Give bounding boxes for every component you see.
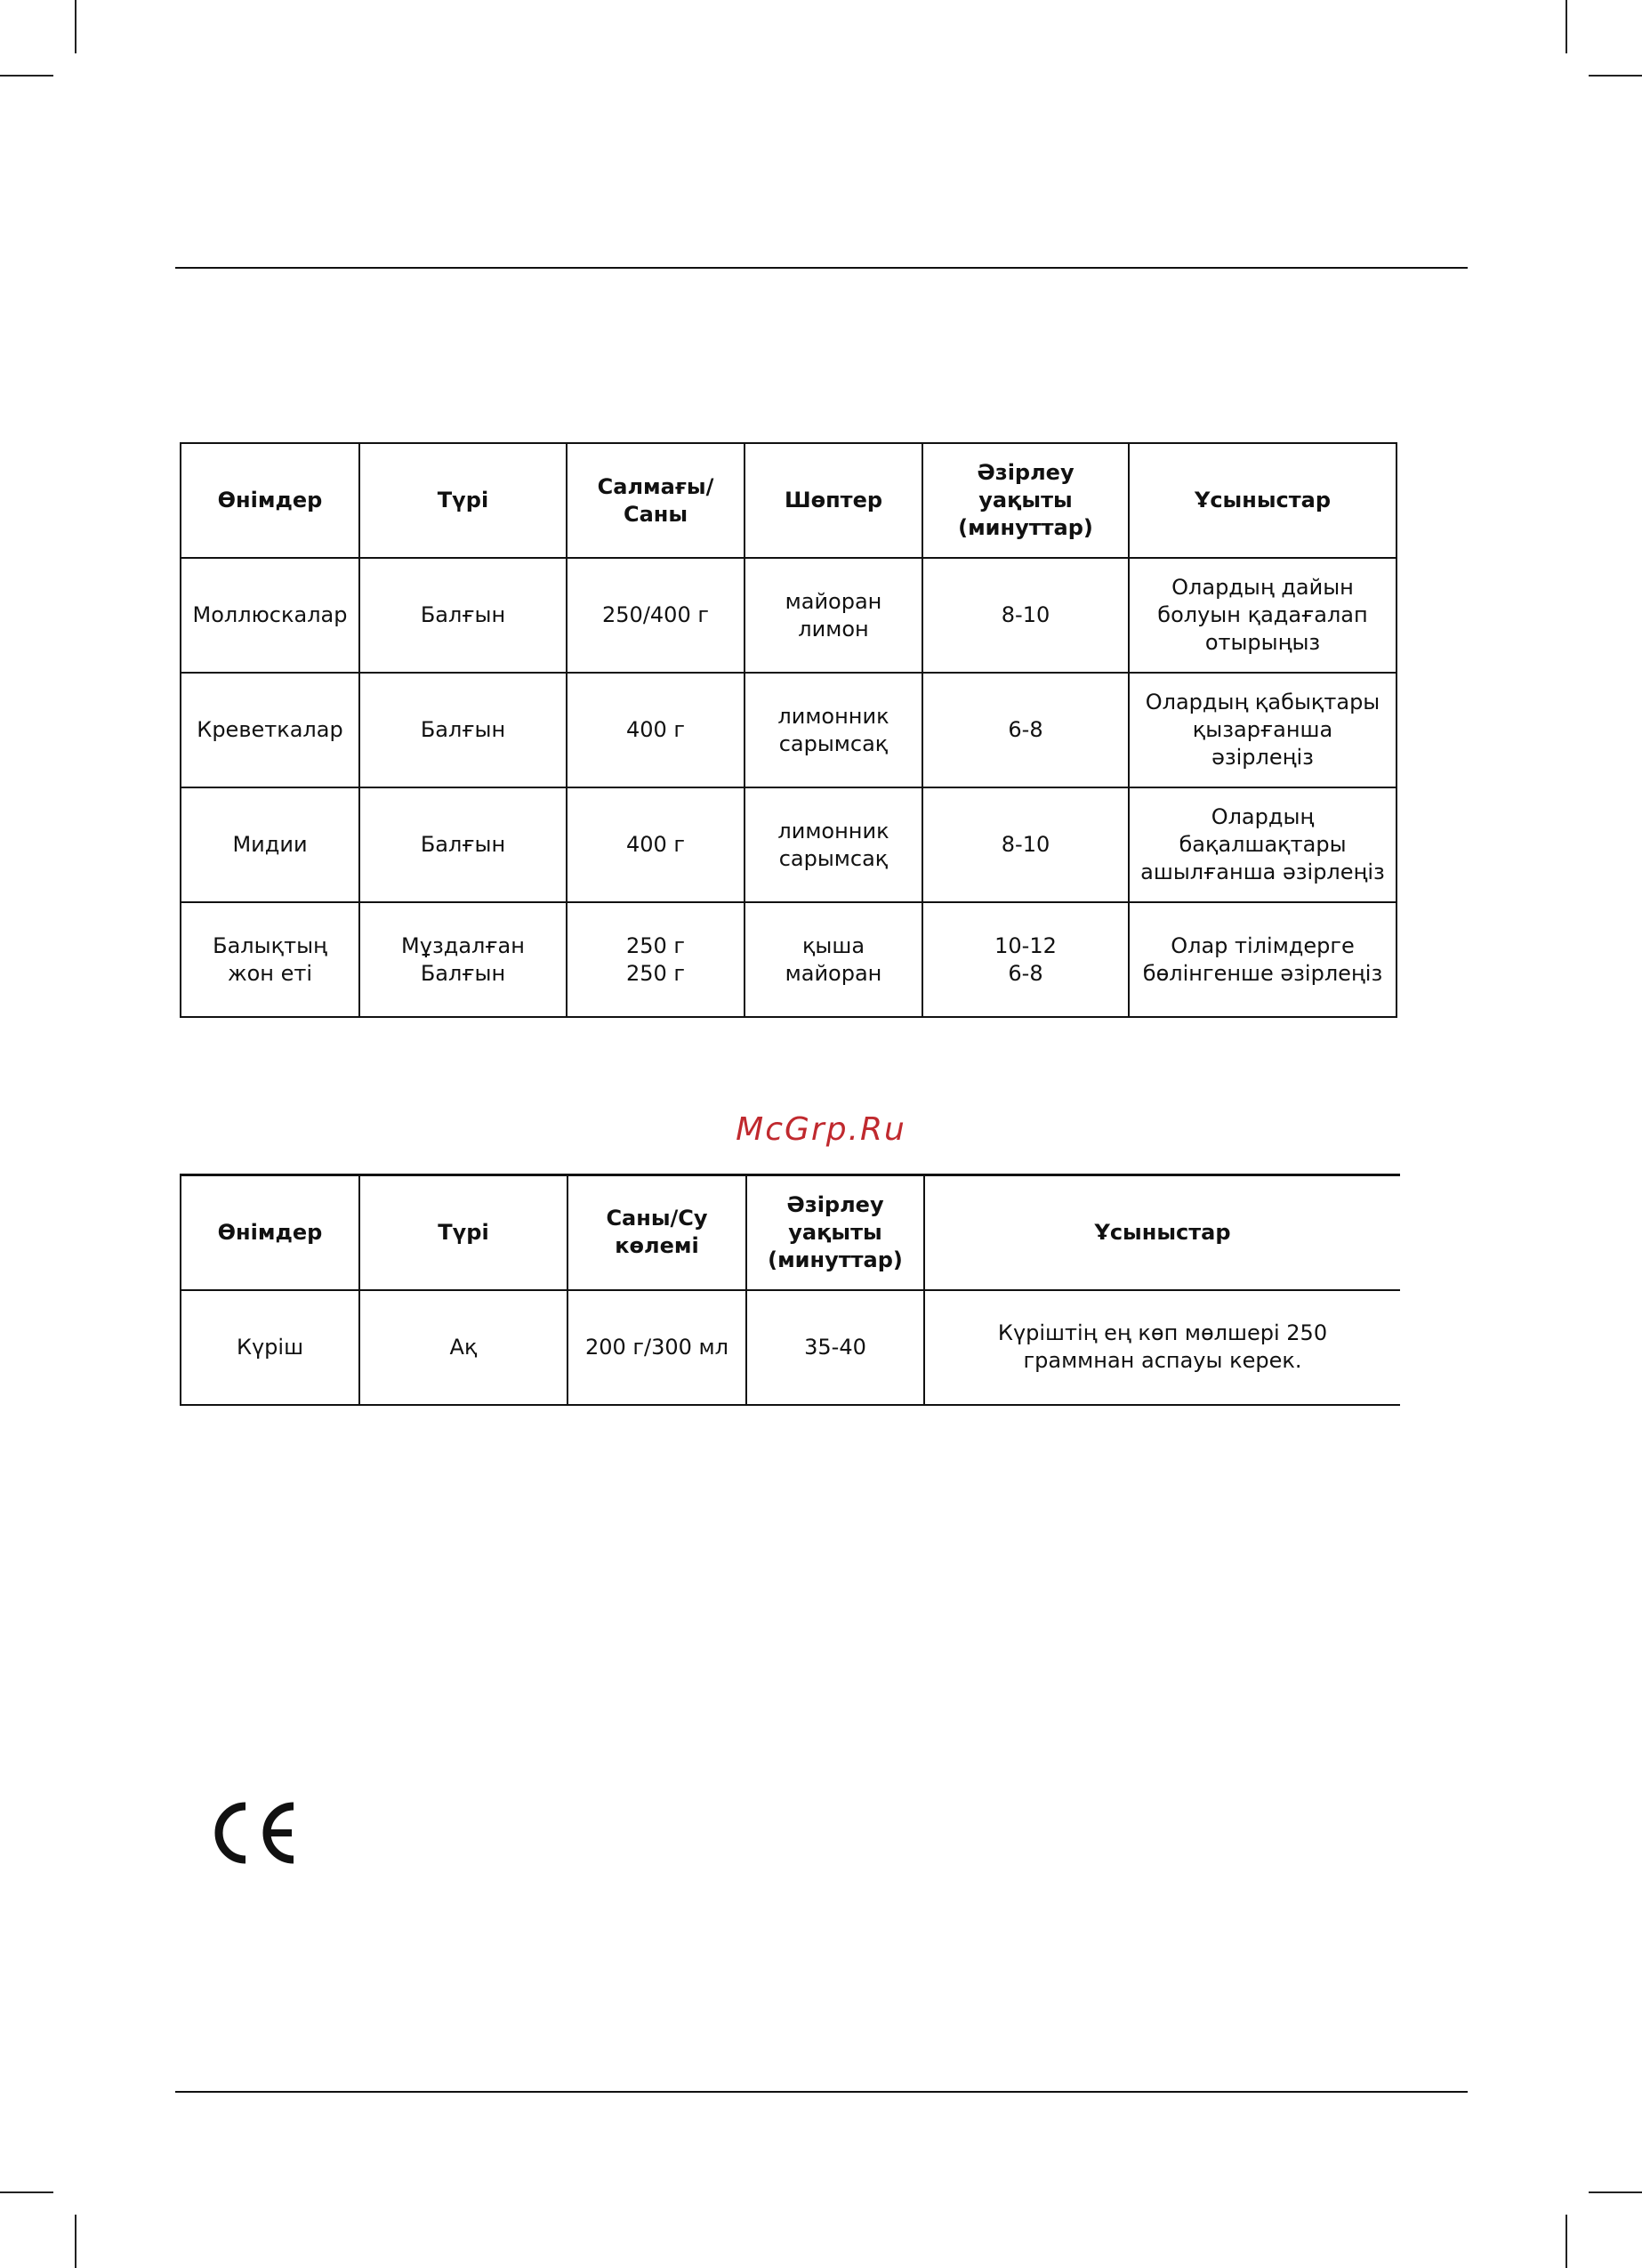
header-cell: Ұсыныстар [924,1175,1400,1290]
table-cell: Балғын [359,558,567,673]
ce-mark-icon-svg [213,1801,299,1865]
table-row [181,1290,1400,1405]
table-cell: Балғын [359,673,567,787]
footer-rule [175,2091,1468,2093]
crop-mark [1589,75,1642,77]
table-cell: 8-10 [922,558,1129,673]
table-cell: лимонник сарымсақ [745,787,922,902]
table-cell: Моллюскалар [181,558,359,673]
table-cell: қыша майоран [745,902,922,1017]
table-cell: Мұздалған Балғын [359,902,567,1017]
header-rule [175,267,1468,269]
header-cell: Өнімдер [181,1175,359,1290]
table-cell: Балықтың жон еті [181,902,359,1017]
crop-mark [1589,2191,1642,2193]
table-cell: Олар тілімдерге бөлінгенше әзірлеңіз [1129,902,1397,1017]
table-cell: Олардың қабықтары қызарғанша әзірлеңіз [1129,673,1397,787]
header-cell: Шөптер [745,443,922,558]
header-cell: Саны/Су көлемі [567,1175,746,1290]
table-cell: 200 г/300 мл [567,1290,746,1405]
watermark: McGrp.Ru [736,1111,906,1148]
table-row [181,673,1397,787]
table-cell: Балғын [359,787,567,902]
table-row [181,902,1397,1017]
ce-mark-icon [213,1801,299,1868]
table-cell: Күріш [181,1290,359,1405]
crop-mark [1566,2215,1567,2268]
crop-mark [0,2191,53,2193]
header-cell: Өнімдер [181,443,359,558]
table-cell: 6-8 [922,673,1129,787]
table-cell: 250 г 250 г [567,902,745,1017]
header-cell: Ұсыныстар [1129,443,1397,558]
table-cell: 10-12 6-8 [922,902,1129,1017]
table-header-row [181,443,1397,558]
header-cell: Әзірлеу уақыты (минуттар) [922,443,1129,558]
table-row [181,558,1397,673]
table-cell: Мидии [181,787,359,902]
crop-mark [75,2215,76,2268]
header-cell: Әзірлеу уақыты (минуттар) [746,1175,924,1290]
crop-mark [75,0,76,53]
table-cell: 35-40 [746,1290,924,1405]
table-cell: Ақ [359,1290,567,1405]
table-cell: Олардың дайын болуын қадағалап отырыңыз [1129,558,1397,673]
table-cell: 400 г [567,673,745,787]
header-cell: Түрі [359,443,567,558]
crop-mark [0,75,53,77]
table-cell: Күріштің ең көп мөлшері 250 граммнан аспауы керек. [924,1290,1400,1405]
table-cell: Олардың бақалшақтары ашылғанша әзірлеңіз [1129,787,1397,902]
header-cell: Түрі [359,1175,567,1290]
table-cell: Креветкалар [181,673,359,787]
table-cell: 400 г [567,787,745,902]
crop-mark [1566,0,1567,53]
table-cell: майоран лимон [745,558,922,673]
header-cell: Салмағы/ Саны [567,443,745,558]
rice-cooking-table [180,1174,1400,1406]
table-header-row [181,1175,1400,1290]
seafood-cooking-table [180,442,1397,1018]
table-row [181,787,1397,902]
table-cell: 8-10 [922,787,1129,902]
table-cell: лимонник сарымсақ [745,673,922,787]
table-cell: 250/400 г [567,558,745,673]
